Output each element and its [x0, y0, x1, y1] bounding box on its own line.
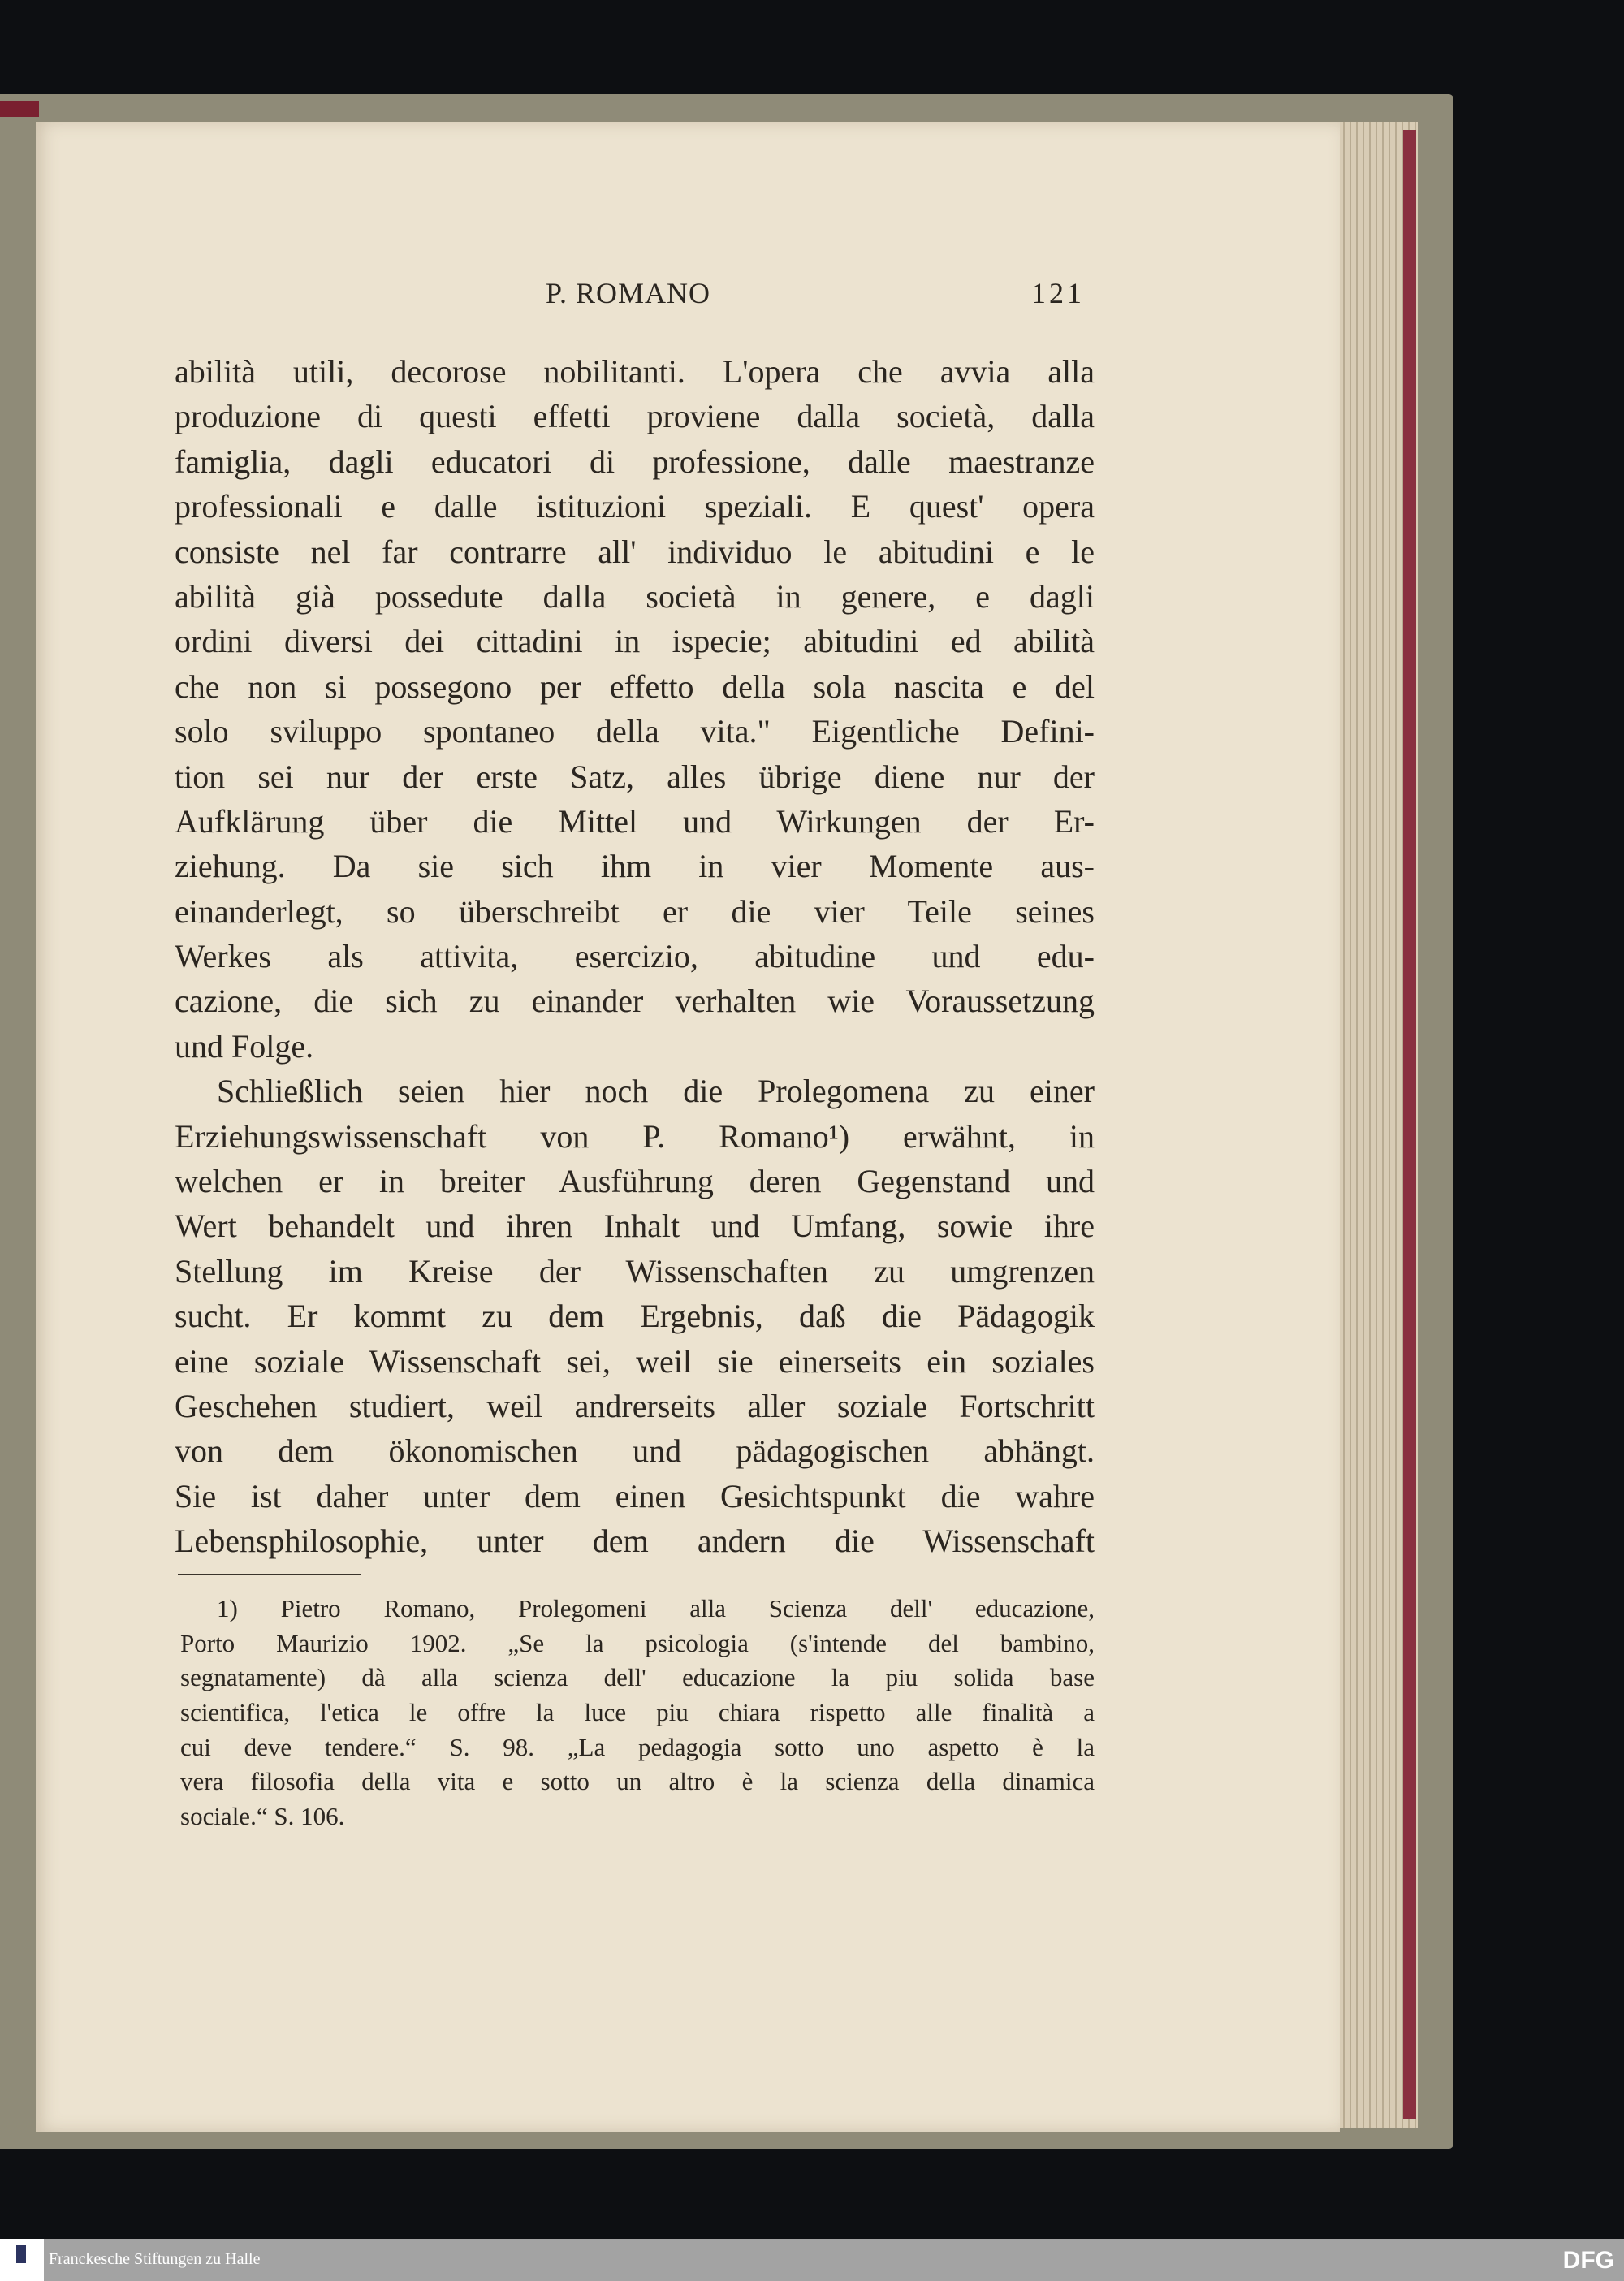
text-line: professionali e dalle istituzioni speziali. E quest' opera [175, 488, 1095, 525]
text-line: Lebensphilosophie, unter dem andern die Wissenschaft [175, 1523, 1095, 1560]
viewer-footer [0, 2239, 1624, 2281]
text-line: einanderlegt, so überschreibt er die vier Teile seines [175, 892, 1095, 930]
text-line: ziehung. Da sie sich ihm in vier Momente aus- [175, 848, 1095, 885]
footnote-line: vera filosofia della vita e sotto un altro è la scienza della dinamica [180, 1767, 1095, 1796]
text-line: Werkes als attivita, esercizio, abitudine und edu- [175, 938, 1095, 975]
page-edge-red [1403, 130, 1416, 2119]
footnote-line: scientifica, l'etica le offre la luce piu chiara rispetto alle finalità a [180, 1698, 1095, 1727]
text-line: cazione, die sich zu einander verhalten wie Voraussetzung [175, 983, 1095, 1020]
text-line: Wert behandelt und ihren Inhalt und Umfang, sowie ihre [175, 1207, 1095, 1245]
footnote-line: Porto Maurizio 1902. „Se la psicologia (s'intende del bambino, [180, 1628, 1095, 1657]
running-head: P. ROMANO [546, 277, 711, 309]
footnote-rule [178, 1574, 361, 1575]
text-line: sucht. Er kommt zu dem Ergebnis, daß die Pädagogik [175, 1298, 1095, 1335]
body-text [175, 349, 1095, 1564]
text-line: che non si possegono per effetto della sola nascita e del [175, 667, 1095, 705]
footnote-line: cui deve tendere.“ S. 98. „La pedagogia sotto uno aspetto è la [180, 1732, 1095, 1761]
institution-logo-icon [0, 2239, 44, 2281]
text-line: abilità già possedute dalla società in genere, e dagli [175, 577, 1095, 615]
text-line: Stellung im Kreise der Wissenschaften zu umgrenzen [175, 1252, 1095, 1290]
text-line: und Folge. [175, 1027, 314, 1065]
text-line: Erziehungswissenschaft von P. Romano¹) erwähnt, in [175, 1117, 1095, 1155]
dfg-logo: DFG [1562, 2247, 1614, 2274]
footnote-line: 1) Pietro Romano, Prolegomeni alla Scienza dell' educazione, [217, 1594, 1095, 1622]
text-line: solo sviluppo spontaneo della vita." Eigentliche Defini- [175, 713, 1095, 750]
text-line: eine soziale Wissenschaft sei, weil sie einerseits ein soziales [175, 1342, 1095, 1380]
text-line: von dem ökonomischen und pädagogischen abhängt. [175, 1432, 1095, 1470]
footnotes [180, 1592, 1095, 1834]
text-line: produzione di questi effetti proviene dalla società, dalla [175, 398, 1095, 435]
text-line: tion sei nur der erste Satz, alles übrige diene nur der [175, 758, 1095, 795]
text-line: ordini diversi dei cittadini in ispecie; abitudini ed abilità [175, 623, 1095, 660]
text-line: Geschehen studiert, weil andrerseits aller soziale Fortschritt [175, 1387, 1095, 1424]
page-number: 121 [1031, 277, 1085, 309]
text-line: Sie ist daher unter dem einen Gesichtspunkt die wahre [175, 1477, 1095, 1514]
text-line: Schließlich seien hier noch die Prolegomena zu einer [217, 1073, 1095, 1110]
text-line: famiglia, dagli educatori di professione, dalle maestranze [175, 443, 1095, 480]
text-line: welchen er in breiter Ausführung deren Gegenstand und [175, 1163, 1095, 1200]
book-spine-ribbon [0, 101, 39, 117]
footnote-line: segnatamente) dà alla scienza dell' educazione la piu solida base [180, 1663, 1095, 1692]
text-line: Aufklärung über die Mittel und Wirkungen der Er- [175, 802, 1095, 840]
footnote-line: sociale.“ S. 106. [180, 1802, 345, 1831]
text-line: abilità utili, decorose nobilitanti. L'opera che avvia alla [175, 353, 1095, 390]
text-line: consiste nel far contrarre all' individuo le abitudini e le [175, 533, 1095, 570]
institution-name: Franckesche Stiftungen zu Halle [49, 2250, 261, 2268]
